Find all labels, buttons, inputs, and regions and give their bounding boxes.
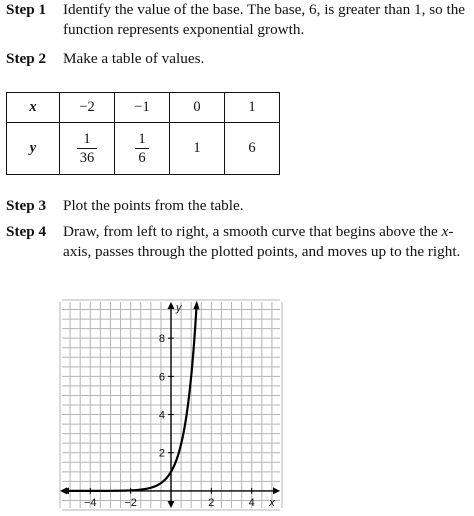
x-value-cell: 0 — [170, 93, 225, 123]
y-header-cell: y — [7, 123, 60, 175]
table-of-values — [6, 92, 280, 175]
y-value-cell — [115, 123, 170, 175]
fraction-denominator: 36 — [79, 150, 95, 166]
x-header-cell: x — [7, 93, 60, 123]
x-value-cell: 1 — [225, 93, 280, 123]
step-4 — [6, 222, 468, 262]
y-tick-label: 2 — [158, 447, 165, 460]
x-tick-label: 4 — [248, 496, 255, 509]
x-value-cell: −1 — [115, 93, 170, 123]
y-axis-arrow-down-icon — [168, 501, 175, 508]
step-3-label: Step 3 — [6, 197, 47, 214]
curve-arrow-left-icon — [60, 487, 67, 494]
step-1 — [6, 0, 468, 40]
table-row-y — [7, 123, 280, 175]
x-tick-label: 2 — [208, 496, 215, 509]
y-axis-arrow-up-icon — [168, 302, 175, 309]
step-4-text-part: -axis, passes through the plotted points, and moves up to the right. — [63, 223, 461, 260]
step-2-label: Step 2 — [6, 50, 47, 67]
step-2-text: Make a table of values. — [63, 50, 205, 67]
step-4-variable: x — [441, 223, 449, 240]
x-axis-arrow-right-icon — [273, 487, 280, 494]
step-4-label: Step 4 — [6, 223, 47, 240]
step-1-label: Step 1 — [6, 1, 47, 18]
fraction-numerator: 1 — [77, 130, 98, 149]
exponential-graph — [56, 296, 286, 514]
y-tick-label: 4 — [158, 409, 165, 422]
y-value-cell — [60, 123, 115, 175]
x-tick-label: −2 — [124, 496, 137, 509]
step-2 — [6, 49, 468, 69]
y-value-cell: 1 — [170, 123, 225, 175]
fraction — [135, 130, 148, 167]
fraction — [77, 130, 98, 167]
step-4-text — [63, 222, 468, 262]
step-3 — [6, 196, 468, 216]
x-value-cell: −2 — [60, 93, 115, 123]
curve — [60, 301, 199, 495]
x-axis-label: x — [269, 496, 275, 509]
y-tick-label: 6 — [158, 371, 165, 384]
table-row-x — [7, 93, 280, 123]
y-value-cell: 6 — [225, 123, 280, 175]
step-4-text-part: Draw, from left to right, a smooth curve that begins above the — [63, 223, 442, 240]
fraction-numerator: 1 — [135, 130, 148, 149]
fraction-denominator: 6 — [138, 150, 146, 166]
y-axis-label: y — [176, 302, 182, 314]
x-tick-label: −4 — [83, 496, 97, 509]
y-tick-label: 8 — [158, 333, 165, 346]
step-3-text: Plot the points from the table. — [63, 197, 244, 214]
curve-arrow-icon — [193, 301, 199, 310]
step-1-text: Identify the value of the base. The base, 6, is greater than 1, so the function represents exponential growth. — [63, 1, 466, 38]
